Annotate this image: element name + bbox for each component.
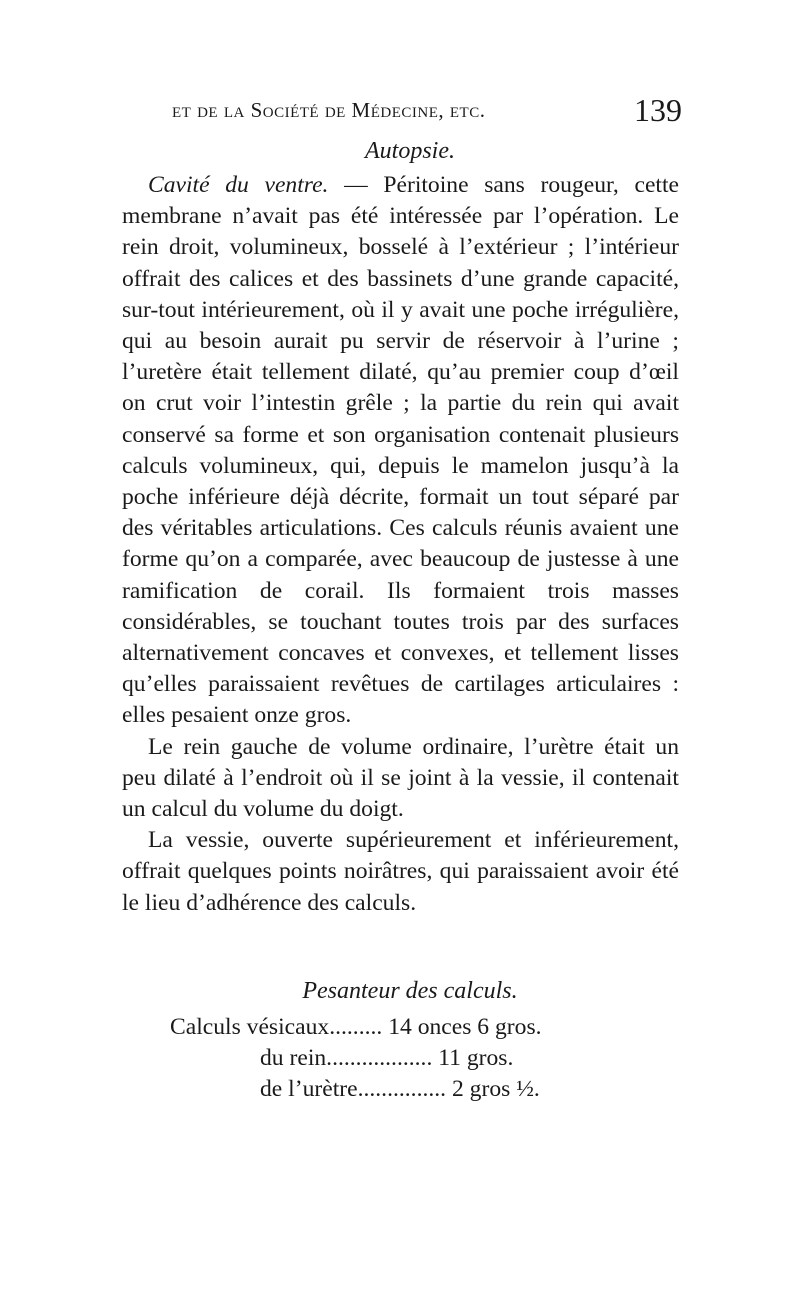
paragraph-bladder: La vessie, ouverte supérieurement et inférieurement, offrait quelques points noirâtres, qui paraissaient avoir été le lieu d’adhérence des calculs. [122, 827, 679, 916]
weight-row: Calculs vésicaux......... 14 onces 6 gros. [170, 1014, 542, 1040]
weight-row: du rein.................. 11 gros. [260, 1045, 514, 1071]
paragraph-left-kidney: Le rein gauche de volume ordinaire, l’urètre était un peu dilaté à l’endroit où il se joint à la vessie, il contenait un calcul du volume du doigt. [122, 733, 679, 823]
paragraph-abdomen [122, 170, 679, 732]
body-text [122, 170, 679, 919]
paragraph-lead: Cavité du ventre. [148, 172, 329, 198]
running-head [172, 92, 682, 136]
running-title: et de la Société de Médecine, etc. [172, 98, 486, 122]
paragraph-body: — Péritoine sans rougeur, cette membrane n’avait pas été intéressée par l’opération. Le rein droit, volumineux, bosselé à l’extérieur ; l’intérieur offrait des calices et des bassinets d’une grande capacité, sur-tout intérieurement, où il y avait une poche irrégulière, qui au besoin aurait pu servir de réservoir à l’urine ; l’uretère était tellement dilaté, qu’au premier coup d’œil on crut voir l’intestin grêle ; la partie du rein qui avait conservé sa forme et son organisation contenait plusieurs calculs volumineux, qui, depuis le mamelon jusqu’à la poche inférieure déjà décrite, formait un tout séparé par des véritables articulations. Ces calculs réunis avaient une forme qu’on a comparée, avec beaucoup de justesse à une ramification de corail. Ils formaient trois masses considérables, se touchant toutes trois par des surfaces alternativement concaves et convexes, et tellement lisses qu’elles paraissaient revêtues de cartilages articulaires : elles pesaient onze gros. [122, 172, 679, 729]
weight-row: de l’urètre............... 2 gros ½. [260, 1076, 540, 1102]
weights-list [170, 1012, 680, 1105]
page-number: 139 [634, 92, 682, 128]
weights-title: Pesanteur des calculs. [302, 978, 518, 1004]
section-title: Autopsie. [365, 138, 455, 164]
